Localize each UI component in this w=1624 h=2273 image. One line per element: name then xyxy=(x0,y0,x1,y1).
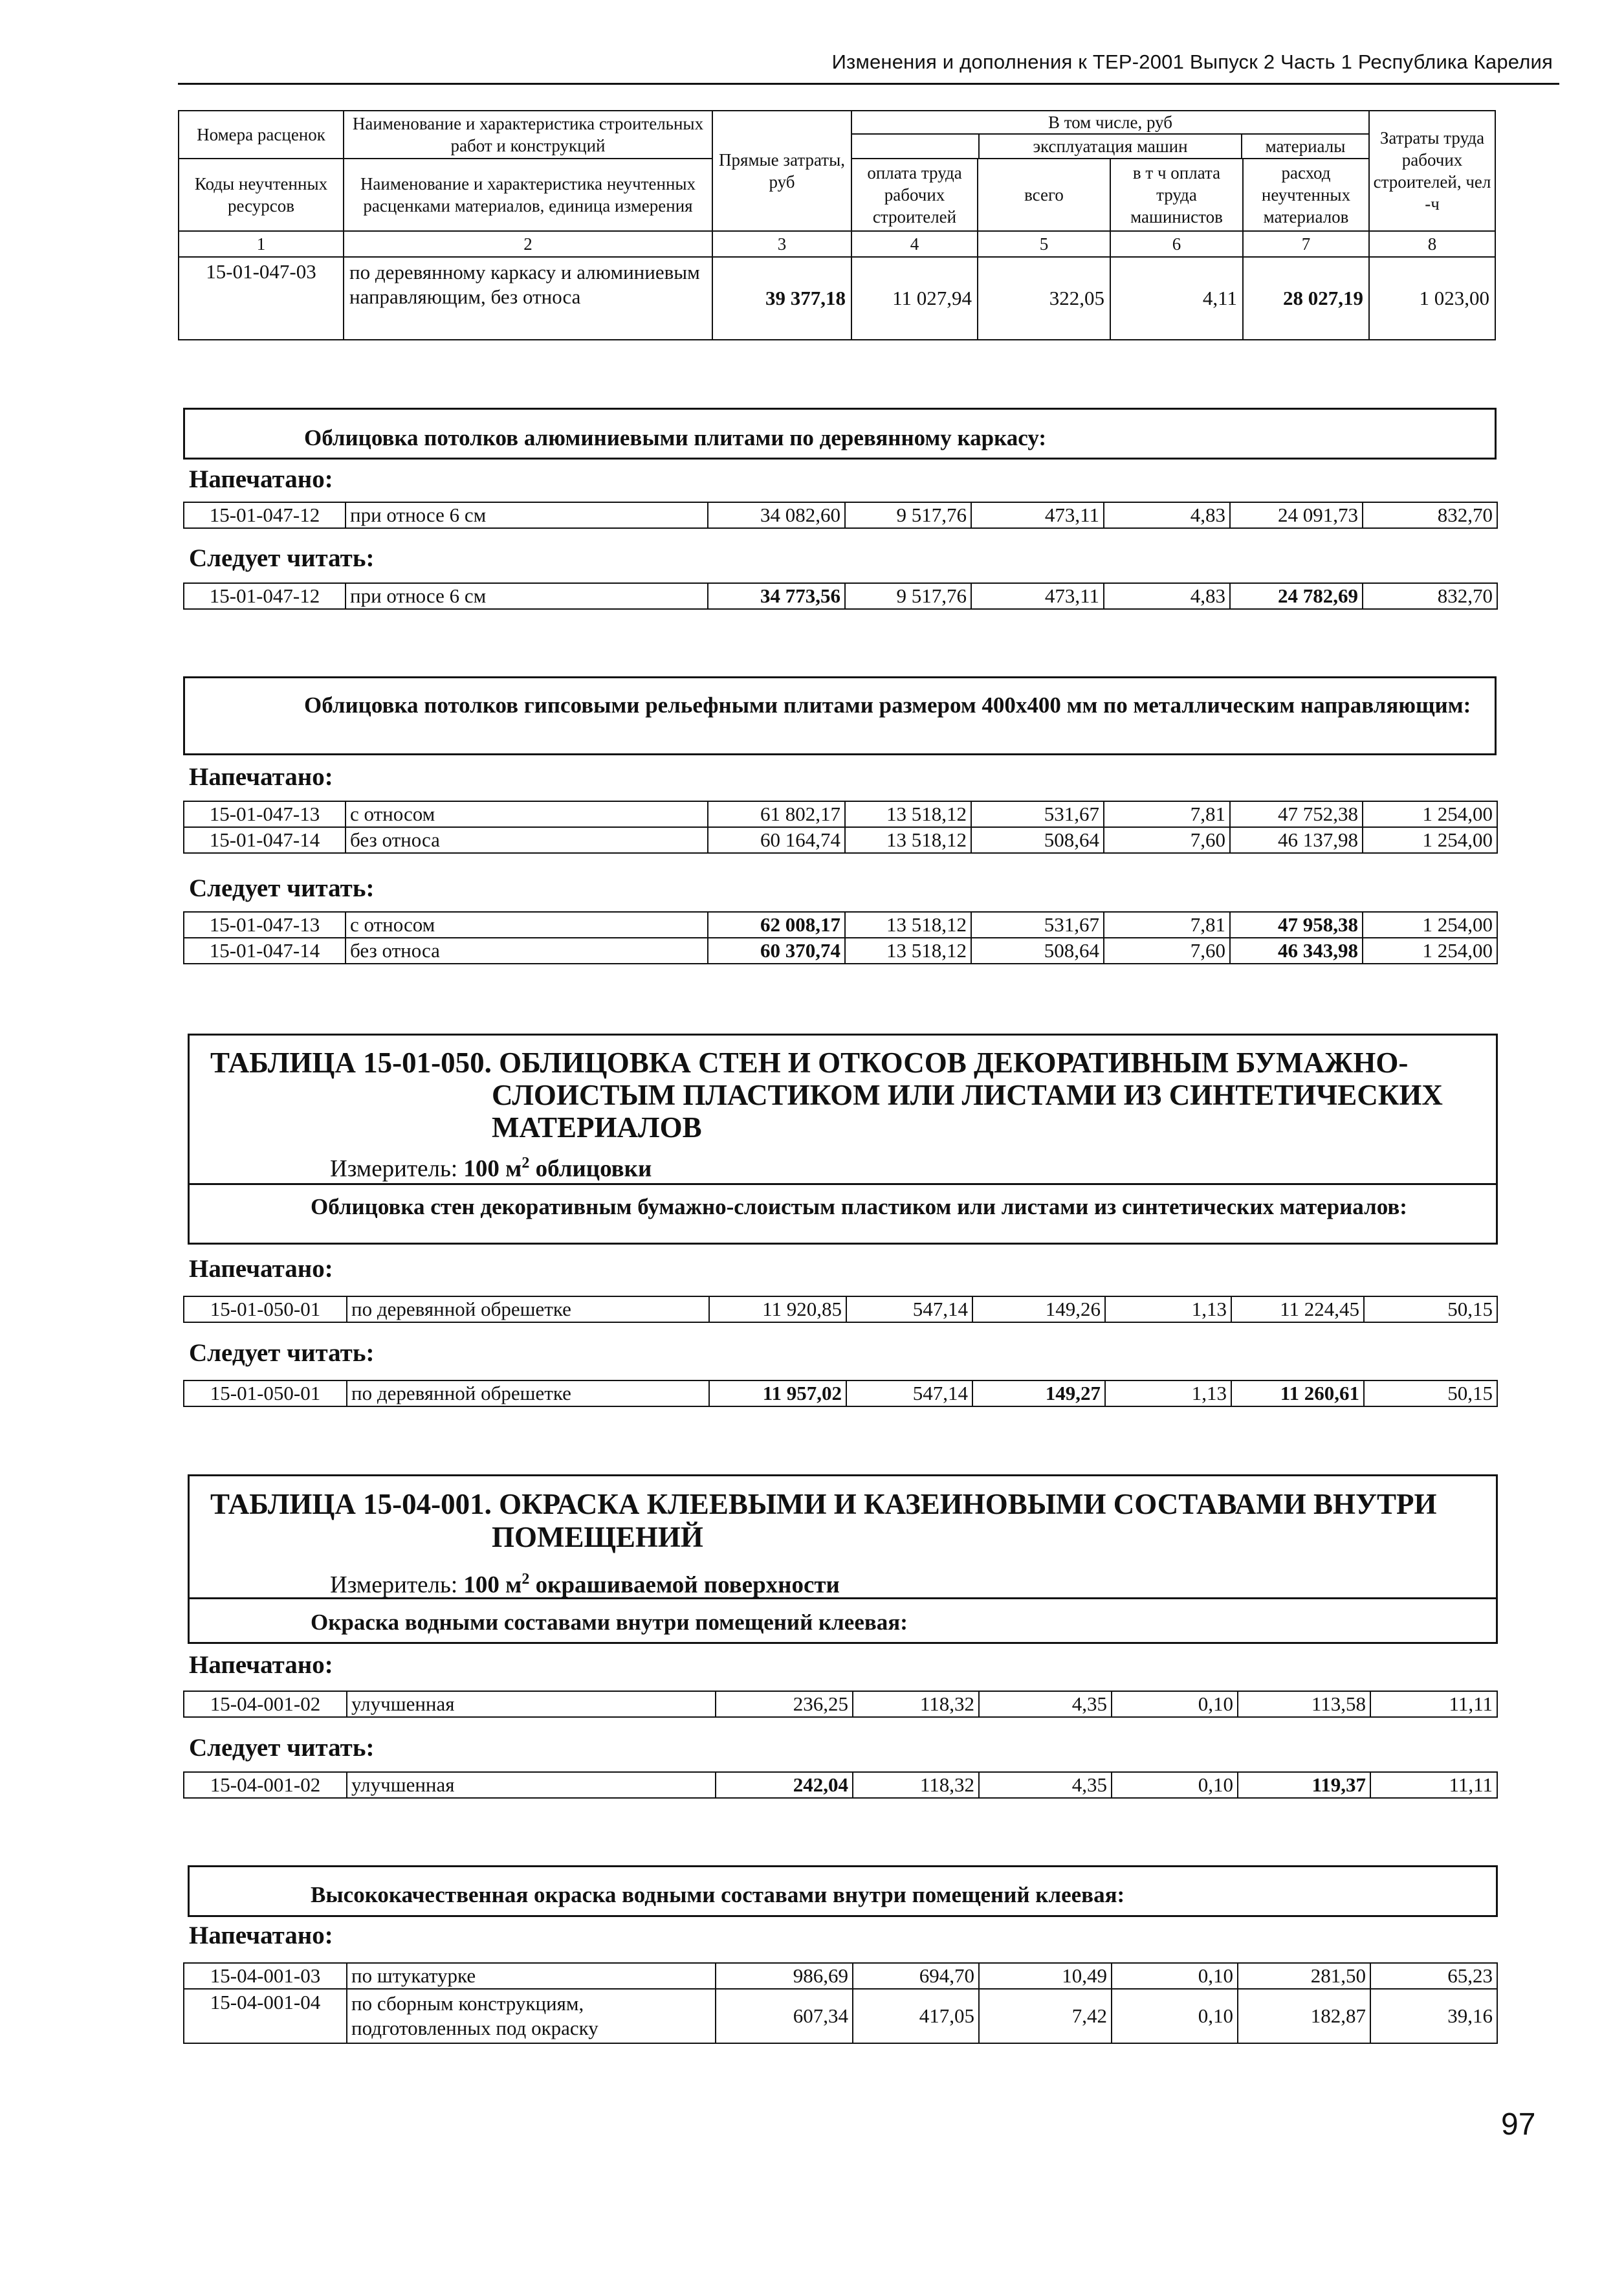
wages: 13 518,12 xyxy=(845,801,971,827)
machines-total: 4,35 xyxy=(979,1691,1112,1717)
direct-costs: 607,34 xyxy=(716,1989,853,2043)
header-rule xyxy=(178,83,1559,85)
labor-costs: 832,70 xyxy=(1363,583,1497,609)
printed-table xyxy=(183,1296,1498,1323)
table-row xyxy=(184,502,1497,528)
machines-total: 10,49 xyxy=(979,1963,1112,1989)
materials: 46 137,98 xyxy=(1230,827,1363,853)
wages: 13 518,12 xyxy=(845,912,971,938)
work-name: без относа xyxy=(346,938,708,964)
machinist-wages: 0,10 xyxy=(1112,1963,1238,1989)
header-materials-name: Наименование и характеристика неучтенных расценками материалов, единица измерения xyxy=(344,159,712,231)
divider xyxy=(188,1183,1498,1185)
labor-costs: 1 254,00 xyxy=(1363,827,1497,853)
header-work-name: Наименование и характеристика строительных работ и конструкций xyxy=(344,111,712,159)
printed-table xyxy=(183,502,1498,529)
table-row xyxy=(184,1963,1497,1989)
direct-costs: 34 773,56 xyxy=(708,583,845,609)
labor-costs: 50,15 xyxy=(1364,1296,1497,1322)
column-number: 1 xyxy=(179,231,344,257)
direct-costs: 986,69 xyxy=(716,1963,853,1989)
machines-total: 149,27 xyxy=(972,1380,1105,1406)
section-title: Облицовка потолков гипсовыми рельефными плитами размером 400х400 мм по металлическим направляющим: xyxy=(304,693,1471,718)
table-row xyxy=(184,583,1497,609)
work-name: по штукатурке xyxy=(347,1963,716,1989)
corrected-table xyxy=(183,1771,1498,1799)
materials: 28 027,19 xyxy=(1243,257,1369,340)
machinist-wages: 7,81 xyxy=(1104,912,1230,938)
materials: 24 782,69 xyxy=(1230,583,1363,609)
corrected-table xyxy=(183,911,1498,964)
machines-total: 531,67 xyxy=(971,912,1104,938)
table-title-line: СЛОИСТЫМ ПЛАСТИКОМ ИЛИ ЛИСТАМИ ИЗ СИНТЕТИЧЕСКИХ xyxy=(492,1079,1443,1111)
wages: 13 518,12 xyxy=(845,827,971,853)
materials: 24 091,73 xyxy=(1230,502,1363,528)
direct-costs: 11 920,85 xyxy=(709,1296,846,1322)
header-direct-costs: Прямые затраты, руб xyxy=(712,111,851,231)
column-number: 8 xyxy=(1369,231,1495,257)
direct-costs: 11 957,02 xyxy=(709,1380,846,1406)
header-wages: оплата труда рабочих строителей xyxy=(851,159,978,231)
rate-code: 15-01-047-13 xyxy=(184,801,346,827)
printed-table xyxy=(183,801,1498,854)
machinist-wages: 0,10 xyxy=(1112,1691,1238,1717)
header-machines-total: всего xyxy=(978,159,1110,231)
wages: 11 027,94 xyxy=(851,257,978,340)
direct-costs: 61 802,17 xyxy=(708,801,845,827)
table-row xyxy=(184,827,1497,853)
rate-code: 15-04-001-04 xyxy=(184,1989,347,2043)
table-row xyxy=(184,1989,1497,2043)
rates-header-table xyxy=(178,110,1496,340)
rate-code: 15-01-050-01 xyxy=(184,1296,347,1322)
direct-costs: 60 370,74 xyxy=(708,938,845,964)
machines-total: 4,35 xyxy=(979,1772,1112,1798)
labor-costs: 1 254,00 xyxy=(1363,912,1497,938)
header-resource-codes: Коды неучтенных ресурсов xyxy=(179,159,344,231)
printed-label: Напечатано: xyxy=(189,1922,333,1949)
direct-costs: 34 082,60 xyxy=(708,502,845,528)
table-row xyxy=(184,1380,1497,1406)
wages: 547,14 xyxy=(846,1380,972,1406)
machines-total: 149,26 xyxy=(972,1296,1105,1322)
corrected-table xyxy=(183,1380,1498,1407)
header-machinist-wages: в т ч оплата труда машинистов xyxy=(1110,159,1243,231)
machinist-wages: 7,81 xyxy=(1104,801,1230,827)
header-machines: эксплуатация машин xyxy=(980,135,1242,158)
machinist-wages: 0,10 xyxy=(1112,1989,1238,2043)
rate-code: 15-04-001-02 xyxy=(184,1691,347,1717)
section-title: Облицовка стен декоративным бумажно-слоистым пластиком или листами из синтетических материалов: xyxy=(311,1194,1407,1219)
rate-code: 15-01-047-03 xyxy=(179,257,344,340)
machines-total: 473,11 xyxy=(971,583,1104,609)
wages: 9 517,76 xyxy=(845,502,971,528)
machinist-wages: 4,83 xyxy=(1104,583,1230,609)
column-number: 7 xyxy=(1243,231,1369,257)
wages: 118,32 xyxy=(853,1691,979,1717)
column-number: 5 xyxy=(978,231,1110,257)
table-row xyxy=(179,257,1495,340)
direct-costs: 242,04 xyxy=(716,1772,853,1798)
wages: 118,32 xyxy=(853,1772,979,1798)
machinist-wages: 1,13 xyxy=(1105,1380,1231,1406)
machines-total: 508,64 xyxy=(971,938,1104,964)
labor-costs: 65,23 xyxy=(1370,1963,1497,1989)
unit-of-measure: Измеритель: 100 $м^2$ облицовки xyxy=(330,1155,652,1182)
rate-code: 15-01-050-01 xyxy=(184,1380,347,1406)
work-name: по деревянной обрешетке xyxy=(347,1380,709,1406)
printed-label: Напечатано: xyxy=(189,1651,333,1679)
machines-total: 7,42 xyxy=(979,1989,1112,2043)
labor-costs: 11,11 xyxy=(1370,1691,1497,1717)
machinist-wages: 0,10 xyxy=(1112,1772,1238,1798)
rate-code: 15-04-001-03 xyxy=(184,1963,347,1989)
direct-costs: 39 377,18 xyxy=(712,257,851,340)
labor-costs: 39,16 xyxy=(1370,1989,1497,2043)
machines-total: 322,05 xyxy=(978,257,1110,340)
printed-label: Напечатано: xyxy=(189,465,333,493)
running-head: Изменения и дополнения к ТЕР-2001 Выпуск 2 Часть 1 Республика Карелия xyxy=(831,50,1553,73)
work-name: при относе 6 см xyxy=(346,502,708,528)
materials: 46 343,98 xyxy=(1230,938,1363,964)
work-name: при относе 6 см xyxy=(346,583,708,609)
rate-code: 15-04-001-02 xyxy=(184,1772,347,1798)
direct-costs: 60 164,74 xyxy=(708,827,845,853)
direct-costs: 62 008,17 xyxy=(708,912,845,938)
materials: 182,87 xyxy=(1238,1989,1370,2043)
machinist-wages: 1,13 xyxy=(1105,1296,1231,1322)
wages: 417,05 xyxy=(853,1989,979,2043)
work-name: по деревянному каркасу и алюминиевым направляющим, без относа xyxy=(344,257,712,340)
rate-code: 15-01-047-14 xyxy=(184,938,346,964)
wages: 13 518,12 xyxy=(845,938,971,964)
work-name: улучшенная xyxy=(347,1772,716,1798)
work-name: без относа xyxy=(346,827,708,853)
section-title: Окраска водными составами внутри помещений клеевая: xyxy=(311,1610,908,1635)
column-number: 3 xyxy=(712,231,851,257)
labor-costs: 50,15 xyxy=(1364,1380,1497,1406)
column-number: 6 xyxy=(1110,231,1243,257)
table-row xyxy=(184,1296,1497,1322)
machinist-wages: 4,83 xyxy=(1104,502,1230,528)
section-title: Облицовка потолков алюминиевыми плитами по деревянному каркасу: xyxy=(304,425,1047,450)
header-including-group xyxy=(851,111,1369,159)
column-number: 4 xyxy=(851,231,978,257)
table-title: ТАБЛИЦА 15-01-050. ОБЛИЦОВКА СТЕН И ОТКОСОВ ДЕКОРАТИВНЫМ БУМАЖНО- xyxy=(210,1047,1409,1079)
work-name: улучшенная xyxy=(347,1691,716,1717)
labor-costs: 1 254,00 xyxy=(1363,801,1497,827)
wages: 547,14 xyxy=(846,1296,972,1322)
header-materials: материалы xyxy=(1265,137,1346,156)
machines-total: 508,64 xyxy=(971,827,1104,853)
header-including: В том числе, руб xyxy=(852,111,1368,135)
table-title-line: ПОМЕЩЕНИЙ xyxy=(492,1521,703,1553)
should-read-label: Следует читать: xyxy=(189,874,375,902)
table-row xyxy=(184,801,1497,827)
materials: 281,50 xyxy=(1238,1963,1370,1989)
corrected-table xyxy=(183,582,1498,610)
machinist-wages: 7,60 xyxy=(1104,827,1230,853)
materials: 113,58 xyxy=(1238,1691,1370,1717)
table-row xyxy=(184,1772,1497,1798)
direct-costs: 236,25 xyxy=(716,1691,853,1717)
page-number: 97 xyxy=(1501,2107,1536,2142)
table-title-line: МАТЕРИАЛОВ xyxy=(492,1111,702,1144)
labor-costs: 832,70 xyxy=(1363,502,1497,528)
column-number: 2 xyxy=(344,231,712,257)
table-row xyxy=(184,912,1497,938)
should-read-label: Следует читать: xyxy=(189,544,375,572)
should-read-label: Следует читать: xyxy=(189,1734,375,1762)
labor-costs: 11,11 xyxy=(1370,1772,1497,1798)
work-name: с относом xyxy=(346,801,708,827)
materials: 47 752,38 xyxy=(1230,801,1363,827)
machinist-wages: 4,11 xyxy=(1110,257,1243,340)
materials: 11 260,61 xyxy=(1231,1380,1364,1406)
printed-label: Напечатано: xyxy=(189,1255,333,1283)
section-title: Высококачественная окраска водными составами внутри помещений клеевая: xyxy=(311,1882,1125,1907)
rate-code: 15-01-047-13 xyxy=(184,912,346,938)
materials: 47 958,38 xyxy=(1230,912,1363,938)
table-title: ТАБЛИЦА 15-04-001. ОКРАСКА КЛЕЕВЫМИ И КАЗЕИНОВЫМИ СОСТАВАМИ ВНУТРИ xyxy=(210,1488,1437,1520)
unit-of-measure: Измеритель: 100 $м^2$ окрашиваемой поверхности xyxy=(330,1571,840,1599)
header-rate-numbers: Номера расценок xyxy=(179,111,344,159)
machinist-wages: 7,60 xyxy=(1104,938,1230,964)
table-row xyxy=(184,1691,1497,1717)
divider xyxy=(188,1597,1498,1599)
materials: 11 224,45 xyxy=(1231,1296,1364,1322)
materials: 119,37 xyxy=(1238,1772,1370,1798)
header-labor-costs: Затраты труда рабочих строителей, чел -ч xyxy=(1369,111,1495,231)
machines-total: 531,67 xyxy=(971,801,1104,827)
header-unaccounted-materials: расход неучтенных материалов xyxy=(1243,159,1369,231)
wages: 9 517,76 xyxy=(845,583,971,609)
labor-costs: 1 254,00 xyxy=(1363,938,1497,964)
wages: 694,70 xyxy=(853,1963,979,1989)
printed-label: Напечатано: xyxy=(189,763,333,791)
work-name: по деревянной обрешетке xyxy=(347,1296,709,1322)
rate-code: 15-01-047-12 xyxy=(184,583,346,609)
rate-code: 15-01-047-12 xyxy=(184,502,346,528)
work-name: с относом xyxy=(346,912,708,938)
should-read-label: Следует читать: xyxy=(189,1339,375,1367)
printed-table xyxy=(183,1962,1498,2044)
labor-costs: 1 023,00 xyxy=(1369,257,1495,340)
rate-code: 15-01-047-14 xyxy=(184,827,346,853)
table-row xyxy=(184,938,1497,964)
machines-total: 473,11 xyxy=(971,502,1104,528)
printed-table xyxy=(183,1691,1498,1718)
work-name: по сборным конструкциям, подготовленных под окраску xyxy=(347,1989,716,2043)
